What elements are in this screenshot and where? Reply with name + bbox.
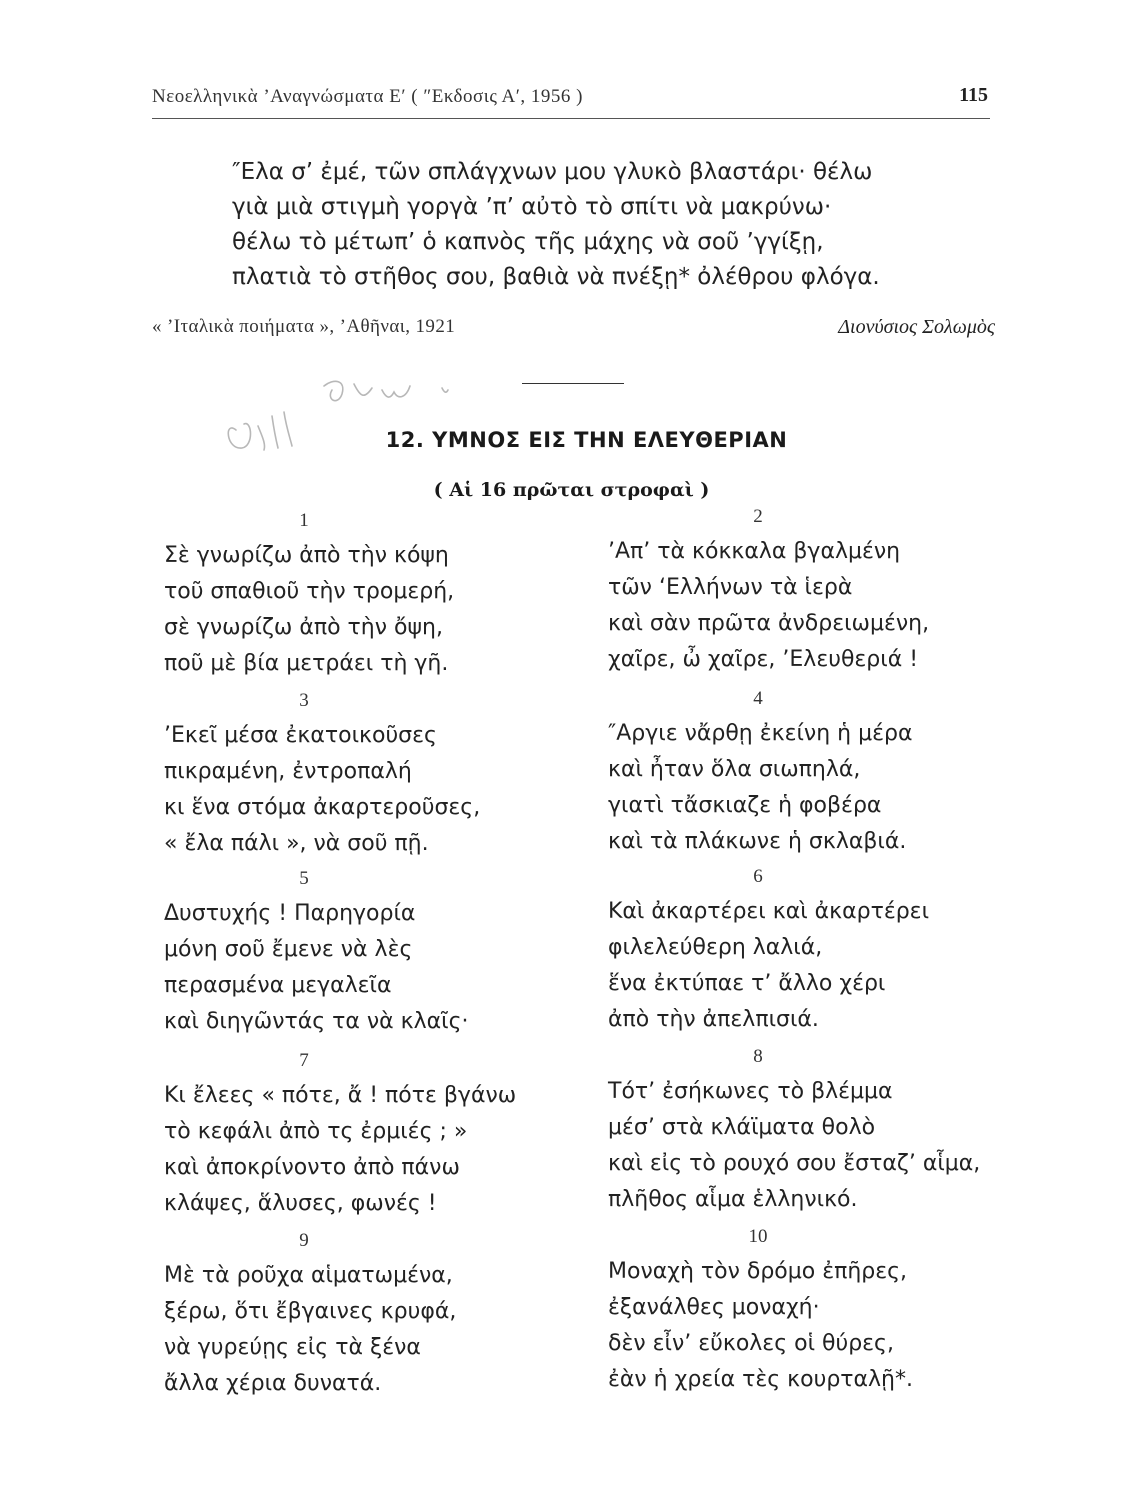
stanza-number: 5 (299, 868, 309, 889)
stanza-line: Δυστυχής ! Παρηγορία (164, 901, 416, 926)
stanza-line: ξέρω, ὅτι ἔβγαινες κρυφά, (164, 1299, 457, 1324)
section-title: 12. ΥΜΝΟΣ ΕΙΣ ΤΗΝ ΕΛΕΥΘΕΡΙΑΝ (385, 428, 788, 452)
stanza-2 (608, 502, 948, 678)
page-number: 115 (959, 84, 988, 106)
stanza-number: 6 (753, 866, 763, 887)
stanza-line: Τότ’ ἐσήκωνες τὸ βλέμμα (608, 1079, 893, 1104)
stanza-line: πλῆθος αἷμα ἑλληνικό. (608, 1187, 858, 1212)
stanza-number: 4 (753, 688, 763, 709)
section-divider (522, 383, 624, 384)
stanza-line: « ἔλα πάλι », νὰ σοῦ πῇ. (164, 831, 429, 856)
stanza-line: τοῦ σπαθιοῦ τὴν τρομερή, (164, 579, 455, 604)
stanza-10 (608, 1222, 948, 1398)
poem-line: πλατιὰ τὸ στῆθος σου, βαθιὰ νὰ πνέξῃ* ὀλέθρου φλόγα. (232, 264, 880, 290)
stanza-1 (164, 506, 464, 682)
stanza-line: γιατὶ τἄσκιαζε ἡ φοβέρα (608, 793, 882, 818)
stanza-number: 8 (753, 1046, 763, 1067)
stanza-line: σὲ γνωρίζω ἀπὸ τὴν ὄψη, (164, 615, 443, 640)
stanza-line: ἕνα ἐκτύπαε τ’ ἄλλο χέρι (608, 971, 886, 996)
stanza-line: κλάψες, ἅλυσες, φωνές ! (164, 1191, 437, 1216)
poem-line: γιὰ μιὰ στιγμὴ γοργὰ ’π’ αὐτὸ τὸ σπίτι νὰ μακρύνω· (232, 194, 832, 220)
stanza-5 (164, 864, 469, 1040)
stanza-line: ἄλλα χέρια δυνατά. (164, 1371, 382, 1396)
stanza-line: Μὲ τὰ ροῦχα αἱματωμένα, (164, 1263, 453, 1288)
intro-poem (232, 155, 880, 295)
stanza-line: ἐὰν ἡ χρεία τὲς κουρταλῇ*. (608, 1367, 913, 1392)
stanza-line: ’Εκεῖ μέσα ἐκατοικοῦσες (164, 723, 437, 748)
stanza-6 (608, 862, 948, 1038)
running-title: Νεοελληνικὰ ’Αναγνώσματα Ε′ ( ″Εκδοσις Α′, 1956 ) (152, 86, 584, 107)
stanza-line: φιλελεύθερη λαλιά, (608, 935, 823, 960)
stanza-line: μέσ’ στὰ κλάϊματα θολὸ (608, 1115, 876, 1140)
stanza-3 (164, 686, 481, 862)
stanza-9 (164, 1226, 464, 1402)
author-name: Διονύσιος Σολωμὸς (838, 316, 995, 338)
stanza-4 (608, 684, 948, 860)
stanza-number: 10 (748, 1226, 768, 1247)
stanza-line: Σὲ γνωρίζω ἀπὸ τὴν κόψη (164, 543, 449, 568)
stanza-line: χαῖρε, ὦ χαῖρε, ’Ελευθεριά ! (608, 647, 919, 672)
page-header (152, 86, 990, 119)
stanza-line: ’Απ’ τὰ κόκκαλα βγαλμένη (608, 539, 901, 564)
stanza-line: περασμένα μεγαλεῖα (164, 973, 392, 998)
stanza-line: Μοναχὴ τὸν δρόμο ἐπῆρες, (608, 1259, 908, 1284)
stanza-line: καὶ διηγῶντάς τα νὰ κλαῖς· (164, 1009, 469, 1034)
stanza-line: πικραμένη, ἐντροπαλή (164, 759, 412, 784)
stanza-line: τῶν ‘Ελλήνων τὰ ἱερὰ (608, 575, 853, 600)
stanza-line: δὲν εἶν’ εὔκολες οἱ θύρες, (608, 1331, 894, 1356)
stanza-line: ποῦ μὲ βία μετράει τὴ γῆ. (164, 651, 449, 676)
stanza-line: Κι ἔλεες « πότε, ἄ ! πότε βγάνω (164, 1083, 517, 1108)
poem-line: θέλω τὸ μέτωπ’ ὁ καπνὸς τῆς μάχης νὰ σοῦ ’γγίξῃ, (232, 229, 824, 255)
stanza-line: καὶ ἦταν ὅλα σιωπηλά, (608, 757, 861, 782)
poem-line: ″Ελα σ’ ἐμέ, τῶν σπλάγχνων μου γλυκὸ βλαστάρι· θέλω (232, 159, 873, 185)
source-citation: « ’Ιταλικὰ ποιήματα », ’Αθῆναι, 1921 (152, 316, 456, 337)
stanza-line: καὶ εἰς τὸ ρουχό σου ἔσταζ’ αἷμα, (608, 1151, 981, 1176)
stanza-line: κι ἕνα στόμα ἀκαρτεροῦσες, (164, 795, 481, 820)
stanza-line: ″Αργιε νἄρθῃ ἐκείνη ἡ μέρα (608, 721, 913, 746)
stanza-number: 3 (299, 690, 309, 711)
stanza-line: καὶ σὰν πρῶτα ἀνδρειωμένη, (608, 611, 930, 636)
stanza-line: καὶ ἀποκρίνοντο ἀπὸ πάνω (164, 1155, 460, 1180)
stanza-line: ἀπὸ τὴν ἀπελπισιά. (608, 1007, 819, 1032)
section-subtitle: ( Αἱ 16 πρῶται στροφαὶ ) (433, 479, 710, 501)
stanza-number: 9 (299, 1230, 309, 1251)
stanza-number: 1 (299, 510, 309, 531)
stanza-number: 7 (299, 1050, 309, 1071)
pencil-annotation-icon (214, 360, 474, 470)
stanza-7 (164, 1046, 517, 1222)
stanza-line: νὰ γυρεύῃς εἰς τὰ ξένα (164, 1335, 421, 1360)
stanza-number: 2 (753, 506, 763, 527)
stanza-line: τὸ κεφάλι ἀπὸ τς ἐρμιές ; » (164, 1119, 468, 1144)
stanza-line: μόνη σοῦ ἔμενε νὰ λὲς (164, 937, 413, 962)
stanza-line: ἐξανάλθες μοναχή· (608, 1295, 820, 1320)
stanza-8 (608, 1042, 981, 1218)
stanza-line: Καὶ ἀκαρτέρει καὶ ἀκαρτέρει (608, 899, 930, 924)
stanza-line: καὶ τὰ πλάκωνε ἡ σκλαβιά. (608, 829, 907, 854)
